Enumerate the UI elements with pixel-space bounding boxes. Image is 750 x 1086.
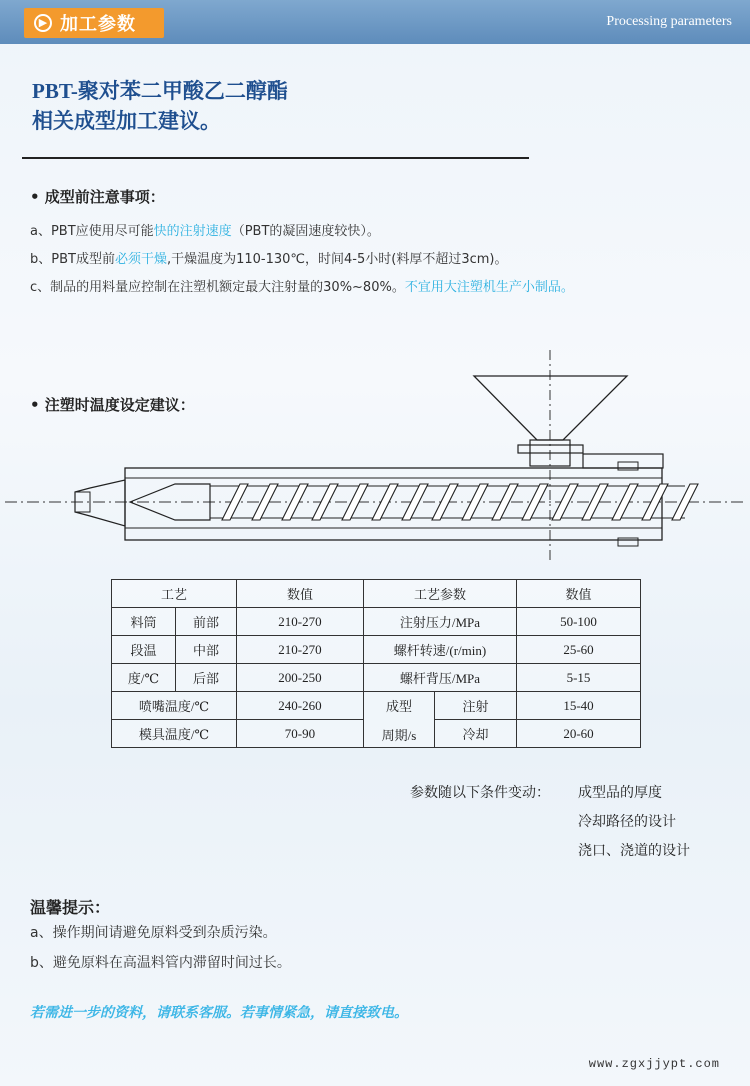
note-c-highlight: 不宜用大注塑机生产小制品。 bbox=[404, 280, 574, 295]
note-b-highlight: 必须干燥 bbox=[114, 252, 167, 267]
header-tab bbox=[24, 8, 164, 38]
cycle-label-2: 周期/s bbox=[381, 727, 417, 743]
screw-flights bbox=[222, 484, 698, 520]
note-c bbox=[30, 274, 574, 302]
rear-value: 200-250 bbox=[236, 664, 363, 692]
barrel-label-2: 段温 bbox=[112, 636, 176, 664]
inj-pressure-label: 注射压力/MPa bbox=[363, 608, 516, 636]
mid-label: 中部 bbox=[176, 636, 237, 664]
barrel-label-3: 度/℃ bbox=[112, 664, 176, 692]
header-subtitle: Processing parameters bbox=[606, 14, 732, 29]
th-process: 工艺 bbox=[112, 580, 237, 608]
pre-molding-notes bbox=[30, 218, 574, 302]
mid-value: 210-270 bbox=[236, 636, 363, 664]
condition-item-3: 浇口、浇道的设计 bbox=[578, 843, 690, 859]
mold-label: 模具温度/℃ bbox=[112, 720, 237, 748]
note-b-text-end: ,干燥温度为110-130℃，时间4-5小时(料厚不超过3cm)。 bbox=[166, 252, 508, 267]
nozzle bbox=[75, 480, 125, 526]
title-line-1: PBT-聚对苯二甲酸乙二醇酯 bbox=[32, 79, 288, 103]
note-a-text-end: （PBT的凝固速度较快）。 bbox=[231, 224, 380, 239]
note-a-highlight: 快的注射速度 bbox=[153, 224, 232, 239]
mold-value: 70-90 bbox=[236, 720, 363, 748]
back-pressure-value: 5-15 bbox=[517, 664, 641, 692]
inject-label: 注射 bbox=[434, 692, 516, 720]
cool-value: 20-60 bbox=[517, 720, 641, 748]
cycle-label-1: 成型 bbox=[385, 698, 412, 714]
rear-label: 后部 bbox=[176, 664, 237, 692]
feed-block bbox=[583, 454, 663, 468]
tips-list bbox=[30, 918, 291, 978]
table-row bbox=[112, 636, 641, 664]
note-c-text: c、制品的用料量应控制在注塑机额定最大注射量的30%~80%。 bbox=[30, 280, 405, 295]
title-divider bbox=[22, 157, 529, 159]
back-pressure-label: 螺杆背压/MPa bbox=[363, 664, 516, 692]
note-a-text: a、PBT应使用尽可能 bbox=[30, 224, 154, 239]
conditions-label: 参数随以下条件变动： bbox=[410, 785, 550, 801]
title-line-2: 相关成型加工建议。 bbox=[32, 109, 221, 133]
tip-b: b、避免原料在高温料管内滞留时间过长。 bbox=[30, 955, 291, 971]
tip-a: a、操作期间请避免原料受到杂质污染。 bbox=[30, 925, 277, 941]
cycle-label bbox=[363, 692, 434, 748]
screw-speed-label: 螺杆转速/(r/min) bbox=[363, 636, 516, 664]
cool-label: 冷却 bbox=[434, 720, 516, 748]
th-value2: 数值 bbox=[517, 580, 641, 608]
barrel-clamp-bottom bbox=[618, 538, 638, 546]
screw-flight bbox=[372, 484, 398, 520]
th-value: 数值 bbox=[236, 580, 363, 608]
front-label: 前部 bbox=[176, 608, 237, 636]
note-b-text: b、PBT成型前 bbox=[30, 252, 115, 267]
inj-pressure-value: 50-100 bbox=[517, 608, 641, 636]
page-title bbox=[32, 76, 288, 136]
injection-machine-diagram bbox=[0, 350, 750, 560]
play-circle-icon: ▶ bbox=[34, 14, 52, 32]
footer-url: www.zgxjjypt.com bbox=[588, 1057, 720, 1071]
table-row bbox=[112, 692, 641, 720]
screw-speed-value: 25-60 bbox=[517, 636, 641, 664]
tips-heading: 温馨提示： bbox=[30, 900, 111, 917]
header-bar bbox=[0, 0, 750, 44]
table-header-row bbox=[112, 580, 641, 608]
barrel bbox=[125, 468, 662, 540]
th-param: 工艺参数 bbox=[363, 580, 516, 608]
condition-item-2: 冷却路径的设计 bbox=[578, 814, 676, 830]
header-tab-label: 加工参数 bbox=[60, 14, 136, 35]
barrel-label-1: 料筒 bbox=[112, 608, 176, 636]
table-row bbox=[112, 664, 641, 692]
nozzle-label: 喷嘴温度/℃ bbox=[112, 692, 237, 720]
note-b bbox=[30, 246, 574, 274]
pre-molding-heading: • 成型前注意事项： bbox=[30, 188, 165, 206]
nozzle-value: 240-260 bbox=[236, 692, 363, 720]
contact-note: 若需进一步的资料，请联系客服。若事情紧急，请直接致电。 bbox=[30, 1005, 408, 1021]
note-a bbox=[30, 218, 574, 246]
condition-item-1: 成型品的厚度 bbox=[578, 785, 662, 801]
front-value: 210-270 bbox=[236, 608, 363, 636]
inject-value: 15-40 bbox=[517, 692, 641, 720]
temperature-heading: • 注塑时温度设定建议： bbox=[30, 396, 195, 414]
parameter-table bbox=[111, 579, 641, 748]
barrel-clamp-top bbox=[618, 462, 638, 470]
table-row bbox=[112, 608, 641, 636]
